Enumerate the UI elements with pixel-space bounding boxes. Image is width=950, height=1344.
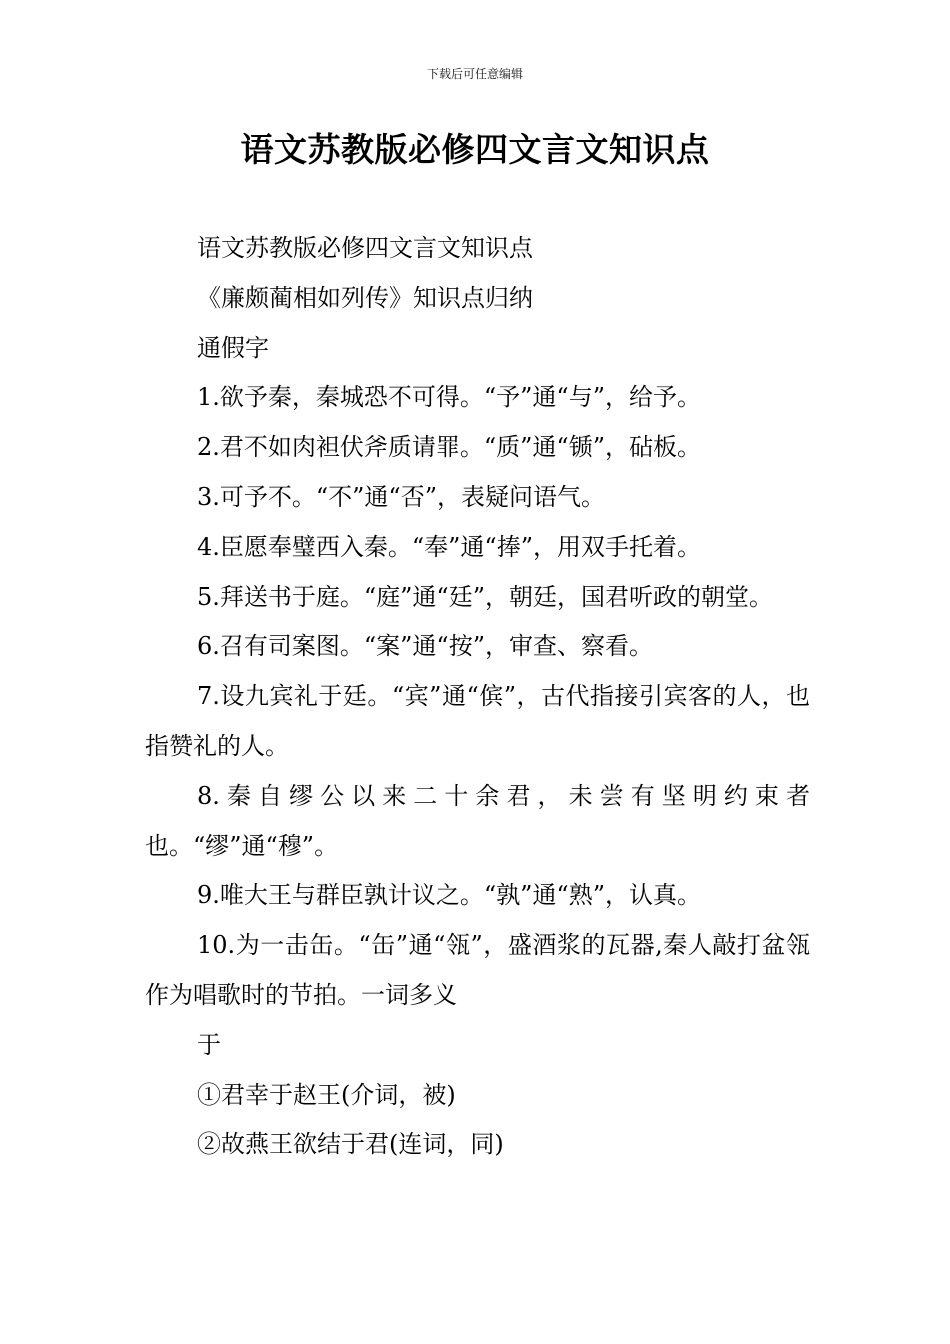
- paragraph-subtitle: 语文苏教版必修四文言文知识点: [197, 234, 533, 262]
- paragraph-item-10: 10.为一击缶。“缶”通“瓴”，盛酒浆的瓦器,秦人敲打盆瓴作为唱歌时的节拍。一词多义: [145, 931, 810, 1009]
- paragraph-item-8: 8.秦自缪公以来二十余君，未尝有坚明约束者也。“缪”通“穆”。: [145, 781, 810, 860]
- paragraph-yu-sense-2: ②故燕王欲结于君(连词，同): [197, 1130, 504, 1159]
- paragraph-heading-yu: 于: [197, 1030, 221, 1059]
- paragraph-item-7: 7.设九宾礼于廷。“宾”通“傧”，古代指接引宾客的人，也指赞礼的人。: [145, 682, 810, 760]
- paragraph-section-title: 《廉颇蔺相如列传》知识点归纳: [197, 283, 533, 312]
- paragraph-item-4: 4.臣愿奉璧西入秦。“奉”通“捧”，用双手托着。: [197, 532, 701, 561]
- paragraph-item-1: 1.欲予秦，秦城恐不可得。“予”通“与”，给予。: [197, 383, 701, 412]
- page-header-note: 下载后可任意编辑: [426, 67, 523, 81]
- document-body: [145, 224, 810, 1170]
- paragraph-item-6: 6.召有司案图。“案”通“按”，审查、察看。: [197, 632, 653, 661]
- paragraph-heading-tongjiazi: 通假字: [197, 333, 269, 362]
- paragraph-item-3: 3.可予不。“不”通“否”，表疑问语气。: [197, 482, 605, 511]
- paragraph-item-5: 5.拜送书于庭。“庭”通“廷”，朝廷，国君听政的朝堂。: [197, 582, 773, 611]
- paragraph-item-2: 2.君不如肉袒伏斧质请罪。“质”通“锧”，砧板。: [197, 433, 701, 462]
- document-title: 语文苏教版必修四文言文知识点: [240, 130, 710, 169]
- paragraph-yu-sense-1: ①君幸于赵王(介词，被): [197, 1080, 456, 1109]
- paragraph-item-9: 9.唯大王与群臣孰计议之。“孰”通“熟”，认真。: [197, 881, 701, 910]
